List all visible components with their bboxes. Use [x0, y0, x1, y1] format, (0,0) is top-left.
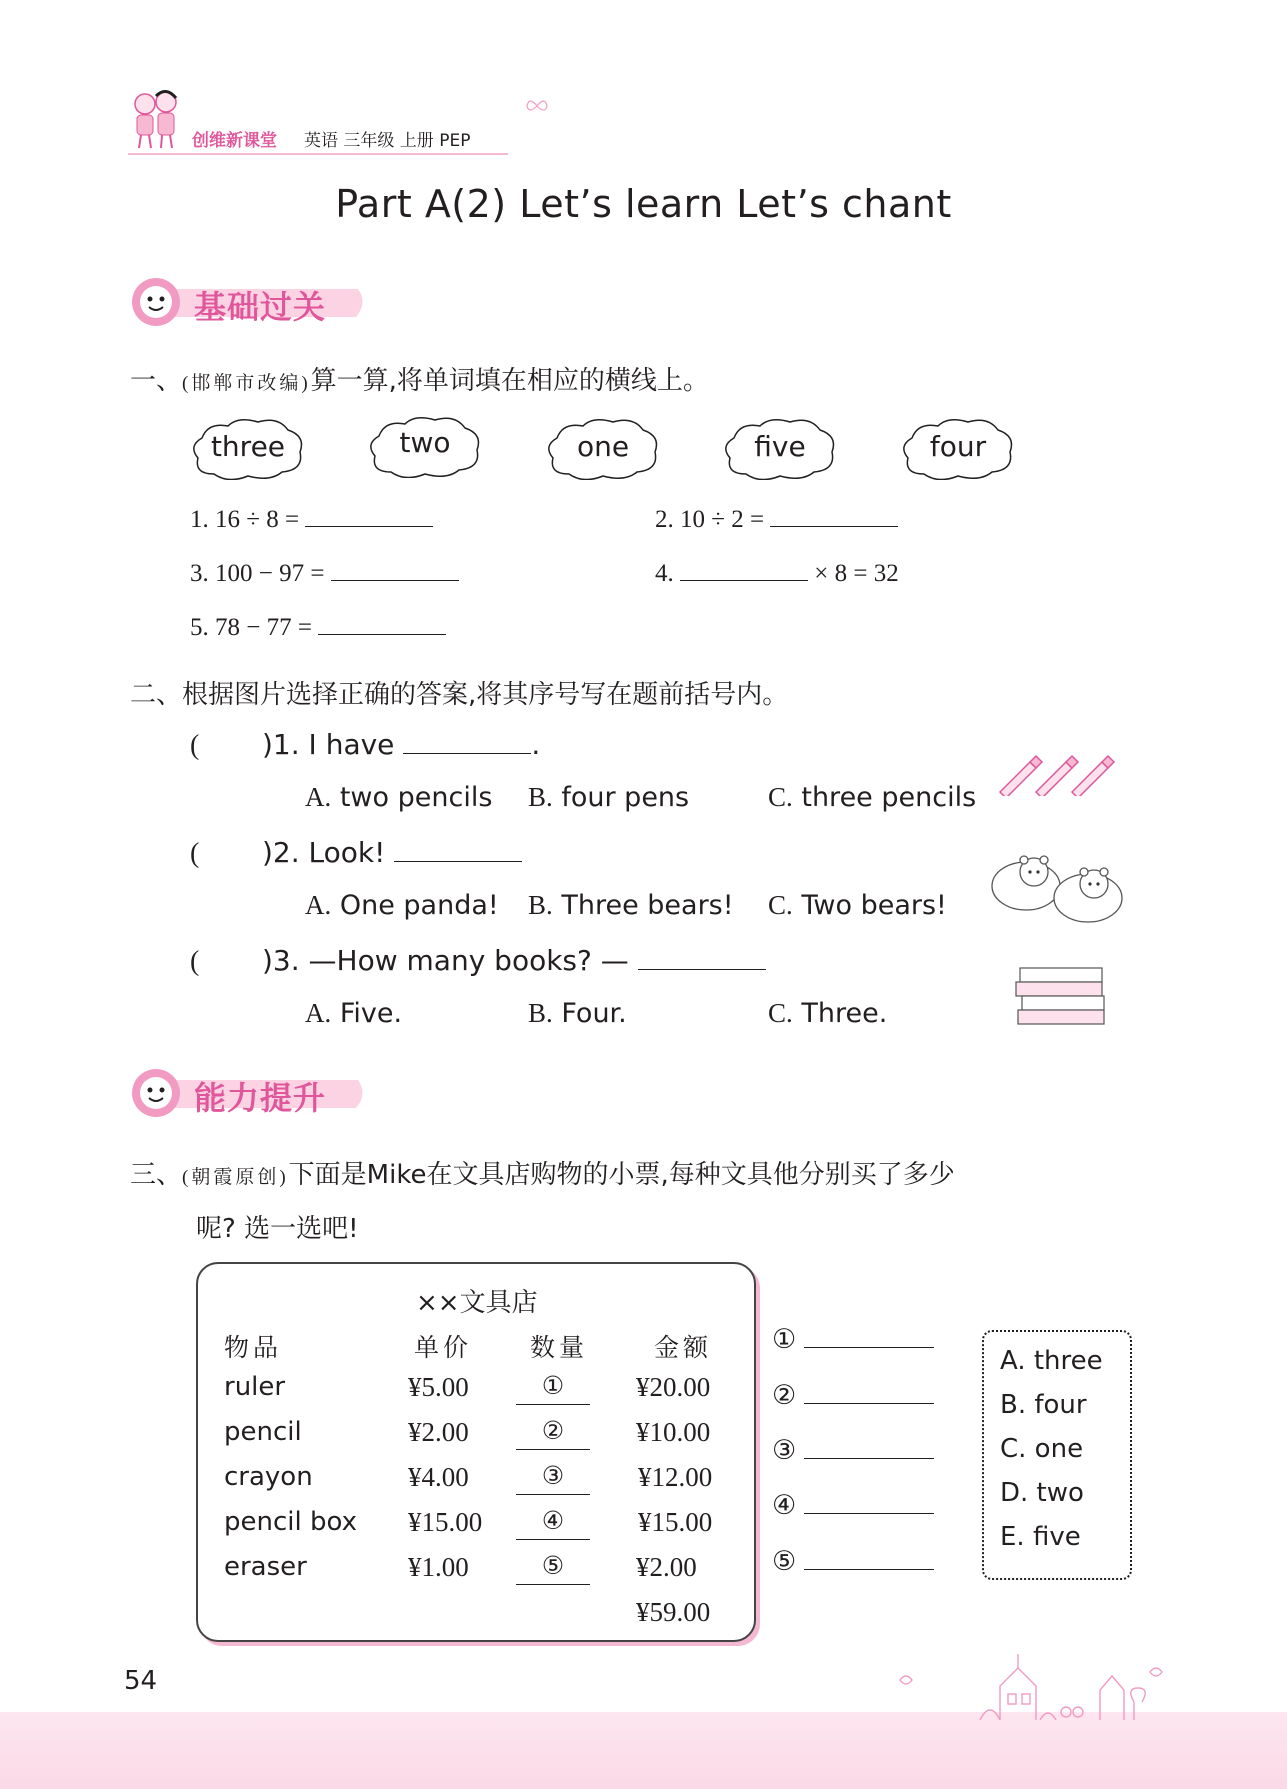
- answer-blank[interactable]: [804, 1327, 934, 1348]
- answer-marker: ③: [772, 1435, 797, 1466]
- section-banner-basic: [130, 275, 370, 329]
- receipt-header-amount: 金额: [654, 1335, 713, 1362]
- answer-blank[interactable]: [680, 556, 808, 581]
- option-text: four pens: [561, 782, 690, 813]
- receipt-qty-marker: ①: [516, 1370, 590, 1405]
- q2-instruction: 根据图片选择正确的答案,将其序号写在题前括号内。: [182, 680, 789, 710]
- answer-marker: ②: [772, 1380, 797, 1411]
- answer-marker: ④: [772, 1490, 797, 1521]
- cloud-word-label: three: [210, 430, 286, 463]
- option-letter: C.: [768, 998, 793, 1028]
- cloud-word-label: two: [399, 426, 451, 459]
- answer-blank[interactable]: [804, 1493, 934, 1514]
- q2-item-prompt: )2. Look!: [262, 836, 386, 869]
- word-cloud: [543, 418, 663, 480]
- answer-blank[interactable]: [770, 502, 898, 527]
- option-text: Three bears!: [561, 890, 734, 921]
- q2-item-3-stem: [190, 944, 766, 978]
- book-info: 英语 三年级 上册 PEP: [304, 131, 471, 151]
- receipt: [196, 1262, 756, 1642]
- choice-item: A. three: [1000, 1346, 1103, 1376]
- choice-item: E. five: [1000, 1522, 1081, 1552]
- q2-item-prompt: )1. I have: [262, 728, 395, 761]
- answer-blank[interactable]: [804, 1438, 934, 1459]
- header-kids-illustration: [128, 88, 184, 150]
- answer-blank[interactable]: [638, 945, 766, 970]
- receipt-qty-marker: ③: [516, 1460, 590, 1495]
- q2-item-2-stem: [190, 836, 522, 870]
- q1-item: [190, 610, 446, 642]
- q1-item: [655, 502, 898, 534]
- cloud-word-label: four: [929, 430, 987, 463]
- page-title: Part A(2) Let’s learn Let’s chant: [335, 182, 952, 226]
- receipt-item: crayon: [224, 1462, 313, 1492]
- answer-marker: ①: [772, 1324, 797, 1355]
- q1-item: [655, 556, 899, 588]
- receipt-header-qty: 数量: [530, 1335, 589, 1362]
- answer-blank[interactable]: [804, 1549, 934, 1570]
- answer-blank[interactable]: [331, 556, 459, 581]
- receipt-price: ¥1.00: [408, 1552, 469, 1582]
- q1-item: [190, 502, 433, 534]
- bears-illustration: [988, 846, 1128, 930]
- answer-marker: ⑤: [772, 1546, 797, 1577]
- option-letter: B.: [528, 890, 553, 920]
- option-letter: B.: [528, 782, 553, 812]
- option-a[interactable]: [305, 998, 402, 1029]
- q1-source: (邯郸市改编): [182, 373, 311, 394]
- castle-illustration: [880, 1650, 1180, 1726]
- option-letter: B.: [528, 998, 553, 1028]
- q1-item: [190, 556, 459, 588]
- option-letter: A.: [305, 890, 332, 920]
- q2-number: 二、: [130, 680, 183, 710]
- receipt-price: ¥5.00: [408, 1372, 469, 1402]
- cloud-word-label: five: [754, 430, 806, 463]
- option-letter: C.: [768, 890, 793, 920]
- q1-item-tail: × 8 = 32: [814, 560, 899, 587]
- receipt-amount: ¥20.00: [636, 1372, 711, 1402]
- word-cloud: [188, 418, 308, 480]
- receipt-item: ruler: [224, 1372, 286, 1402]
- option-text: Two bears!: [801, 890, 947, 921]
- q2-item-1-stem: [190, 728, 540, 762]
- option-text: two pencils: [339, 782, 493, 813]
- receipt-price: ¥4.00: [408, 1462, 469, 1492]
- q1-instruction: 算一算,将单词填在相应的横线上。: [310, 366, 709, 396]
- receipt-store-name: ××文具店: [416, 1288, 538, 1318]
- butterfly-icon: [526, 98, 548, 118]
- q3-number: 三、: [130, 1160, 183, 1190]
- q1-heading: [130, 360, 709, 397]
- receipt-item: eraser: [224, 1552, 307, 1582]
- answer-paren[interactable]: (: [190, 946, 200, 977]
- q1-item-label: 2. 10 ÷ 2 =: [655, 506, 765, 533]
- pencils-illustration: [996, 748, 1122, 800]
- q1-item-label: 5. 78 − 77 =: [190, 614, 312, 641]
- q2-item-prompt: )3. —How many books? —: [262, 944, 629, 977]
- books-illustration: [1014, 964, 1112, 1030]
- q1-item-label: 3. 100 − 97 =: [190, 560, 325, 587]
- q3-instruction-line2: 呢? 选一选吧!: [196, 1214, 359, 1244]
- choice-item: C. one: [1000, 1434, 1084, 1464]
- answer-blank[interactable]: [318, 610, 446, 635]
- answer-paren[interactable]: (: [190, 730, 200, 761]
- receipt-price: ¥2.00: [408, 1417, 469, 1447]
- receipt-amount: ¥10.00: [636, 1417, 711, 1447]
- choices-box: [982, 1330, 1132, 1580]
- receipt-amount: ¥12.00: [638, 1462, 713, 1492]
- receipt-qty-marker: ⑤: [516, 1550, 590, 1585]
- answer-blank[interactable]: [403, 729, 531, 754]
- option-a[interactable]: [305, 890, 499, 921]
- answer-paren[interactable]: (: [190, 838, 200, 869]
- word-cloud: [365, 416, 485, 478]
- option-text: Five.: [339, 998, 403, 1029]
- q3-instruction-line1: 下面是Mike在文具店购物的小票,每种文具他分别买了多少: [288, 1160, 955, 1190]
- option-text: Three.: [801, 998, 888, 1029]
- option-letter: A.: [305, 998, 332, 1028]
- option-letter: C.: [768, 782, 793, 812]
- receipt-qty-marker: ④: [516, 1505, 590, 1540]
- option-c[interactable]: [768, 890, 947, 921]
- page-number: 54: [124, 1666, 158, 1696]
- header-rule: [128, 153, 508, 155]
- answer-blank[interactable]: [305, 502, 433, 527]
- answer-line[interactable]: [772, 1324, 934, 1355]
- cloud-word-label: one: [576, 430, 630, 463]
- q1-item-label: 4.: [655, 560, 674, 587]
- receipt-amount: ¥15.00: [638, 1507, 713, 1537]
- section-banner-advanced: [130, 1066, 370, 1120]
- receipt-qty-marker: ②: [516, 1415, 590, 1450]
- q1-number: 一、: [130, 366, 183, 396]
- receipt-item: pencil box: [224, 1507, 357, 1537]
- option-c[interactable]: [768, 782, 976, 813]
- option-text: One panda!: [339, 890, 499, 921]
- answer-line[interactable]: [772, 1546, 934, 1577]
- q2-heading: [130, 674, 788, 711]
- option-text: Four.: [561, 998, 627, 1029]
- receipt-item: pencil: [224, 1417, 302, 1447]
- word-cloud: [898, 418, 1018, 480]
- answer-line[interactable]: [772, 1490, 934, 1521]
- receipt-price: ¥15.00: [408, 1507, 483, 1537]
- q1-item-label: 1. 16 ÷ 8 =: [190, 506, 300, 533]
- q3-heading: [130, 1154, 955, 1191]
- choice-item: D. two: [1000, 1478, 1084, 1508]
- option-b[interactable]: [528, 782, 689, 813]
- option-a[interactable]: [305, 782, 492, 813]
- option-c[interactable]: [768, 998, 887, 1029]
- receipt-amount: ¥2.00: [636, 1552, 697, 1582]
- series-name: 创维新课堂: [192, 131, 277, 151]
- word-cloud: [720, 418, 840, 480]
- answer-line[interactable]: [772, 1435, 934, 1466]
- option-text: three pencils: [801, 782, 977, 813]
- answer-blank[interactable]: [394, 837, 522, 862]
- choice-item: B. four: [1000, 1390, 1087, 1420]
- receipt-total: ¥59.00: [636, 1597, 711, 1627]
- option-letter: A.: [305, 782, 332, 812]
- section-title-advanced: 能力提升: [194, 1079, 327, 1117]
- q2-item-end: .: [531, 728, 541, 761]
- option-b[interactable]: [528, 890, 734, 921]
- receipt-header-item: 物品: [224, 1335, 283, 1362]
- answer-blank[interactable]: [804, 1383, 934, 1404]
- receipt-header-price: 单价: [414, 1335, 473, 1362]
- q3-source: (朝霞原创): [182, 1167, 289, 1188]
- answer-line[interactable]: [772, 1380, 934, 1411]
- option-b[interactable]: [528, 998, 627, 1029]
- section-title-basic: 基础过关: [194, 288, 327, 326]
